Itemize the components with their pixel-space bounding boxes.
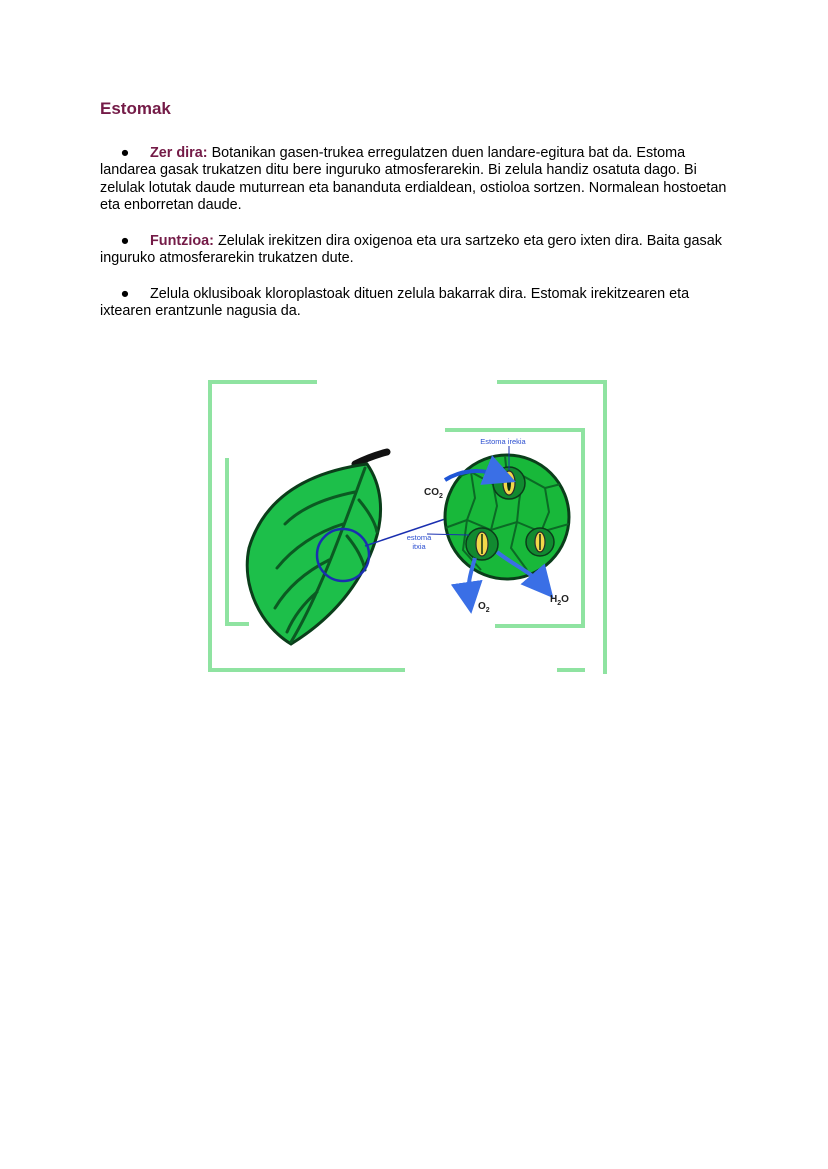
item-label: Zer dira:	[150, 145, 208, 161]
stoma-open-icon	[493, 467, 525, 499]
item-text: Botanikan gasen-trukea erregulatzen duen landare-egitura bat da. Estoma landarea gasak trukatzen ditu bere inguruko atmosferarekin. Bi zelula handiz osatuta dago. Bi zelulak lotutak daude muturrean eta bananduta erdialdean, ostioloa sortzen. Normalean hostoetan eta enborretan daude.	[100, 145, 727, 214]
list-item	[100, 233, 732, 268]
label-o2: $O_2$	[478, 601, 490, 614]
bullet-icon: ●	[120, 145, 130, 161]
label-closed-stoma: itxia	[412, 542, 426, 551]
stomata-illustration	[205, 372, 615, 680]
bullet-icon: ●	[120, 286, 130, 302]
list-item	[100, 145, 732, 215]
item-text: Zelula oklusiboak kloroplastoak dituen zelula bakarrak dira. Estomak irekitzearen eta ixtearen erantzunle nagusia da.	[100, 286, 690, 320]
label-h2o: $H_2O$	[550, 594, 569, 607]
item-text: Zelulak irekitzen dira oxigenoa eta ura sartzeko eta gero ixten dira. Baita gasak inguruko atmosferarekin trukatzen dute.	[100, 233, 722, 267]
stoma-closed-icon	[526, 528, 554, 556]
stoma-closed-icon	[466, 528, 498, 560]
label-closed-stoma: estoma	[406, 533, 432, 542]
section-title: Estomak	[100, 99, 171, 118]
label-open-stoma: Estoma irekia	[480, 437, 526, 446]
bullet-icon: ●	[120, 233, 130, 249]
list-item	[100, 286, 732, 321]
item-label: Funtzioa:	[150, 233, 214, 249]
label-co2: $CO_2$	[424, 487, 443, 500]
